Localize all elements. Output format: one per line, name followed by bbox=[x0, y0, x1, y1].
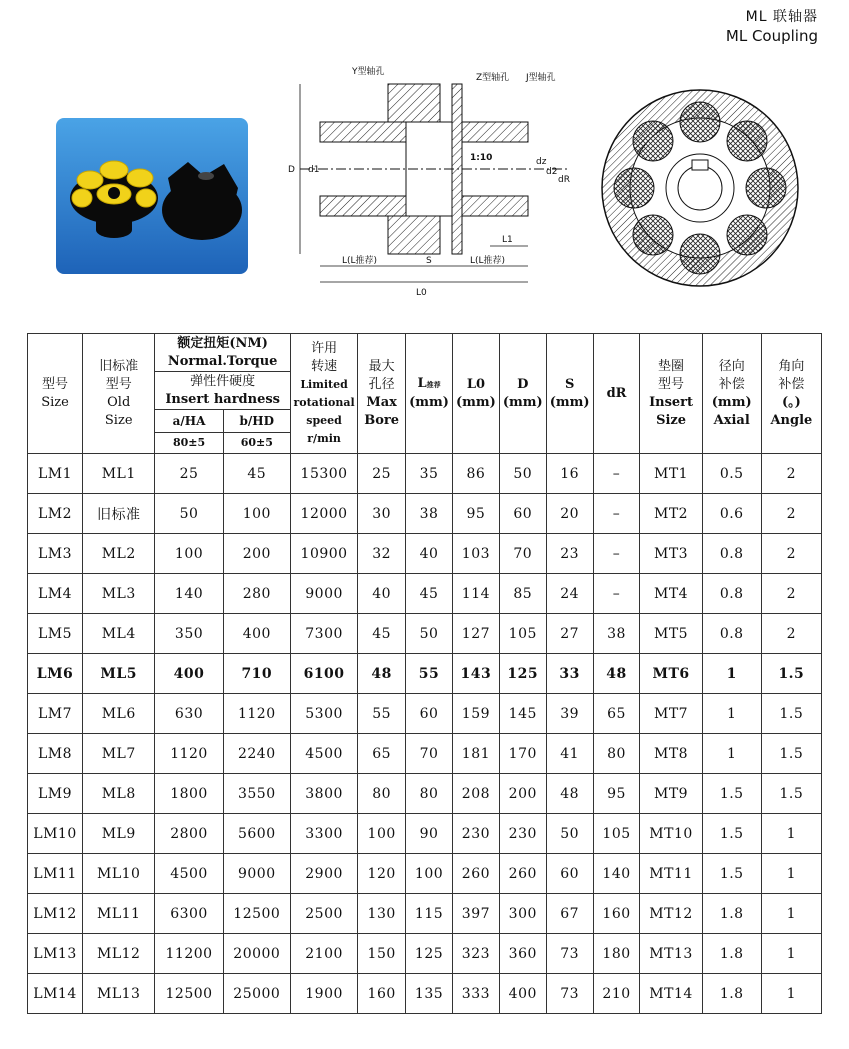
label-dR: dR bbox=[558, 175, 570, 185]
cell-bore: 160 bbox=[358, 974, 406, 1014]
cell-size: LM2 bbox=[28, 494, 83, 534]
cell-insert: MT13 bbox=[640, 934, 702, 974]
cell-hd: 20000 bbox=[223, 934, 290, 974]
label-D: D bbox=[288, 165, 295, 175]
cell-angle: 2 bbox=[761, 534, 821, 574]
cell-hd: 200 bbox=[223, 534, 290, 574]
label-d1: d1 bbox=[308, 165, 320, 175]
cell-size: LM3 bbox=[28, 534, 83, 574]
cell-hd: 45 bbox=[223, 454, 290, 494]
cell-old: ML5 bbox=[83, 654, 155, 694]
cell-d: 200 bbox=[499, 774, 546, 814]
cell-axial: 0.8 bbox=[702, 574, 761, 614]
cell-speed: 3300 bbox=[290, 814, 357, 854]
cell-dr: – bbox=[593, 494, 640, 534]
cell-ha: 140 bbox=[155, 574, 223, 614]
cell-l: 100 bbox=[406, 854, 453, 894]
cell-bore: 55 bbox=[358, 694, 406, 734]
cell-ha: 4500 bbox=[155, 854, 223, 894]
cell-l: 35 bbox=[406, 454, 453, 494]
cell-bore: 150 bbox=[358, 934, 406, 974]
cell-hd: 2240 bbox=[223, 734, 290, 774]
table-row bbox=[28, 734, 822, 774]
label-L-left: L(L推荐) bbox=[342, 256, 378, 266]
cell-d: 70 bbox=[499, 534, 546, 574]
cell-dr: – bbox=[593, 574, 640, 614]
cell-angle: 1 bbox=[761, 854, 821, 894]
cell-axial: 1.5 bbox=[702, 814, 761, 854]
cell-insert: MT2 bbox=[640, 494, 702, 534]
cell-axial: 0.8 bbox=[702, 614, 761, 654]
cell-bore: 32 bbox=[358, 534, 406, 574]
cell-hd: 100 bbox=[223, 494, 290, 534]
cell-s: 24 bbox=[546, 574, 593, 614]
cell-old: ML9 bbox=[83, 814, 155, 854]
title-block bbox=[726, 8, 818, 46]
cell-l0: 86 bbox=[452, 454, 499, 494]
cell-size: LM11 bbox=[28, 854, 83, 894]
table-row bbox=[28, 534, 822, 574]
cell-old: ML13 bbox=[83, 974, 155, 1014]
cell-s: 73 bbox=[546, 974, 593, 1014]
cell-hd: 25000 bbox=[223, 974, 290, 1014]
cell-dr: – bbox=[593, 534, 640, 574]
cell-speed: 1900 bbox=[290, 974, 357, 1014]
cell-axial: 0.6 bbox=[702, 494, 761, 534]
cell-l: 60 bbox=[406, 694, 453, 734]
cell-d: 230 bbox=[499, 814, 546, 854]
header-speed: 许用 转速 Limited rotational speed r/min bbox=[290, 334, 357, 454]
label-y-hole: Y型轴孔 bbox=[352, 67, 385, 77]
cell-insert: MT8 bbox=[640, 734, 702, 774]
cell-dr: 160 bbox=[593, 894, 640, 934]
cell-s: 39 bbox=[546, 694, 593, 734]
cell-l: 45 bbox=[406, 574, 453, 614]
cell-l: 38 bbox=[406, 494, 453, 534]
cell-dr: 210 bbox=[593, 974, 640, 1014]
cell-size: LM13 bbox=[28, 934, 83, 974]
cell-l0: 181 bbox=[452, 734, 499, 774]
cell-speed: 6100 bbox=[290, 654, 357, 694]
cell-axial: 0.8 bbox=[702, 534, 761, 574]
cell-angle: 1.5 bbox=[761, 654, 821, 694]
header-torque: 额定扭矩(NM) Normal.Torque bbox=[155, 334, 291, 372]
cell-old: ML3 bbox=[83, 574, 155, 614]
cell-old: ML8 bbox=[83, 774, 155, 814]
cell-dr: – bbox=[593, 454, 640, 494]
cell-bore: 80 bbox=[358, 774, 406, 814]
cell-dr: 65 bbox=[593, 694, 640, 734]
cell-l0: 323 bbox=[452, 934, 499, 974]
cell-l: 135 bbox=[406, 974, 453, 1014]
cell-hd: 12500 bbox=[223, 894, 290, 934]
cell-axial: 1.5 bbox=[702, 774, 761, 814]
header-hd: b/HD bbox=[223, 410, 290, 433]
cell-angle: 1 bbox=[761, 894, 821, 934]
cell-speed: 12000 bbox=[290, 494, 357, 534]
table-row bbox=[28, 614, 822, 654]
cell-axial: 1.8 bbox=[702, 894, 761, 934]
cell-ha: 50 bbox=[155, 494, 223, 534]
cell-insert: MT9 bbox=[640, 774, 702, 814]
cell-insert: MT6 bbox=[640, 654, 702, 694]
cell-s: 16 bbox=[546, 454, 593, 494]
cell-size: LM9 bbox=[28, 774, 83, 814]
cell-ha: 11200 bbox=[155, 934, 223, 974]
cell-axial: 0.5 bbox=[702, 454, 761, 494]
cell-angle: 2 bbox=[761, 614, 821, 654]
cell-angle: 1 bbox=[761, 814, 821, 854]
cell-dr: 105 bbox=[593, 814, 640, 854]
cell-bore: 120 bbox=[358, 854, 406, 894]
cell-insert: MT5 bbox=[640, 614, 702, 654]
header-s: S (mm) bbox=[546, 334, 593, 454]
cell-bore: 48 bbox=[358, 654, 406, 694]
cell-old: ML11 bbox=[83, 894, 155, 934]
cell-size: LM12 bbox=[28, 894, 83, 934]
cell-dr: 180 bbox=[593, 934, 640, 974]
cell-angle: 2 bbox=[761, 454, 821, 494]
cell-s: 67 bbox=[546, 894, 593, 934]
cell-old: ML7 bbox=[83, 734, 155, 774]
cell-insert: MT11 bbox=[640, 854, 702, 894]
header-insert: 垫圈 型号 Insert Size bbox=[640, 334, 702, 454]
spec-table bbox=[27, 333, 822, 1014]
cell-l: 55 bbox=[406, 654, 453, 694]
cell-ha: 2800 bbox=[155, 814, 223, 854]
cell-d: 145 bbox=[499, 694, 546, 734]
cell-d: 105 bbox=[499, 614, 546, 654]
cell-speed: 2100 bbox=[290, 934, 357, 974]
cell-l0: 114 bbox=[452, 574, 499, 614]
cell-d: 170 bbox=[499, 734, 546, 774]
cell-s: 27 bbox=[546, 614, 593, 654]
cell-dr: 95 bbox=[593, 774, 640, 814]
header-ha-value: 80±5 bbox=[155, 433, 223, 454]
cell-d: 60 bbox=[499, 494, 546, 534]
title-zh: ML 联轴器 bbox=[745, 9, 818, 25]
cell-insert: MT12 bbox=[640, 894, 702, 934]
cell-d: 400 bbox=[499, 974, 546, 1014]
cell-axial: 1.8 bbox=[702, 934, 761, 974]
label-dz: dz bbox=[536, 157, 547, 167]
title-en: ML Coupling bbox=[725, 27, 818, 45]
cell-s: 33 bbox=[546, 654, 593, 694]
cell-hd: 1120 bbox=[223, 694, 290, 734]
cell-insert: MT7 bbox=[640, 694, 702, 734]
cell-dr: 48 bbox=[593, 654, 640, 694]
cell-l0: 397 bbox=[452, 894, 499, 934]
label-taper: 1:10 bbox=[470, 153, 493, 163]
product-photo bbox=[56, 118, 248, 274]
cell-axial: 1.5 bbox=[702, 854, 761, 894]
cell-d: 300 bbox=[499, 894, 546, 934]
cell-angle: 2 bbox=[761, 574, 821, 614]
label-L-right: L(L推荐) bbox=[470, 256, 506, 266]
cell-speed: 2500 bbox=[290, 894, 357, 934]
cell-l0: 230 bbox=[452, 814, 499, 854]
table-row bbox=[28, 654, 822, 694]
cell-l: 115 bbox=[406, 894, 453, 934]
cell-l: 50 bbox=[406, 614, 453, 654]
cell-size: LM7 bbox=[28, 694, 83, 734]
cell-l0: 95 bbox=[452, 494, 499, 534]
cell-angle: 2 bbox=[761, 494, 821, 534]
cell-d: 50 bbox=[499, 454, 546, 494]
cell-l0: 143 bbox=[452, 654, 499, 694]
cell-speed: 5300 bbox=[290, 694, 357, 734]
cell-s: 60 bbox=[546, 854, 593, 894]
cell-s: 23 bbox=[546, 534, 593, 574]
cell-hd: 3550 bbox=[223, 774, 290, 814]
label-z-hole: Z型轴孔 bbox=[476, 73, 510, 83]
cell-ha: 100 bbox=[155, 534, 223, 574]
cell-axial: 1 bbox=[702, 654, 761, 694]
label-j-hole: J型轴孔 bbox=[526, 73, 556, 83]
table-row bbox=[28, 574, 822, 614]
header-dr: dR bbox=[593, 334, 640, 454]
cell-angle: 1.5 bbox=[761, 734, 821, 774]
cell-angle: 1 bbox=[761, 934, 821, 974]
cell-ha: 630 bbox=[155, 694, 223, 734]
cell-hd: 280 bbox=[223, 574, 290, 614]
label-S: S bbox=[426, 256, 432, 266]
cell-old: 旧标准 bbox=[83, 494, 155, 534]
cell-s: 73 bbox=[546, 934, 593, 974]
cell-axial: 1 bbox=[702, 734, 761, 774]
cell-speed: 4500 bbox=[290, 734, 357, 774]
coupling-section-drawing bbox=[280, 66, 580, 298]
cell-insert: MT14 bbox=[640, 974, 702, 1014]
table-row bbox=[28, 814, 822, 854]
cell-speed: 3800 bbox=[290, 774, 357, 814]
cell-old: ML6 bbox=[83, 694, 155, 734]
cell-speed: 7300 bbox=[290, 614, 357, 654]
cell-l: 40 bbox=[406, 534, 453, 574]
cell-ha: 25 bbox=[155, 454, 223, 494]
cell-l: 125 bbox=[406, 934, 453, 974]
cell-speed: 10900 bbox=[290, 534, 357, 574]
header-hardness: 弹性件硬度 Insert hardness bbox=[155, 372, 291, 410]
cell-size: LM5 bbox=[28, 614, 83, 654]
cell-angle: 1 bbox=[761, 974, 821, 1014]
cell-size: LM14 bbox=[28, 974, 83, 1014]
cell-d: 85 bbox=[499, 574, 546, 614]
coupling-end-view bbox=[598, 86, 802, 290]
cell-d: 360 bbox=[499, 934, 546, 974]
cell-ha: 350 bbox=[155, 614, 223, 654]
cell-speed: 9000 bbox=[290, 574, 357, 614]
table-row bbox=[28, 774, 822, 814]
label-L1: L1 bbox=[502, 235, 513, 245]
label-L0: L0 bbox=[416, 288, 427, 298]
label-d2: d2 bbox=[546, 167, 558, 177]
cell-bore: 65 bbox=[358, 734, 406, 774]
cell-s: 41 bbox=[546, 734, 593, 774]
cell-hd: 5600 bbox=[223, 814, 290, 854]
header-hd-value: 60±5 bbox=[223, 433, 290, 454]
header-bore: 最大 孔径 Max Bore bbox=[358, 334, 406, 454]
cell-insert: MT4 bbox=[640, 574, 702, 614]
cell-ha: 12500 bbox=[155, 974, 223, 1014]
table-row bbox=[28, 974, 822, 1014]
cell-old: ML10 bbox=[83, 854, 155, 894]
cell-bore: 100 bbox=[358, 814, 406, 854]
table-row bbox=[28, 934, 822, 974]
cell-insert: MT3 bbox=[640, 534, 702, 574]
cell-old: ML1 bbox=[83, 454, 155, 494]
cell-hd: 710 bbox=[223, 654, 290, 694]
cell-insert: MT10 bbox=[640, 814, 702, 854]
cell-l: 70 bbox=[406, 734, 453, 774]
cell-bore: 45 bbox=[358, 614, 406, 654]
cell-bore: 40 bbox=[358, 574, 406, 614]
spec-table-body bbox=[28, 454, 822, 1014]
cell-hd: 400 bbox=[223, 614, 290, 654]
cell-size: LM1 bbox=[28, 454, 83, 494]
cell-l: 90 bbox=[406, 814, 453, 854]
header-axial: 径向 补偿 (mm) Axial bbox=[702, 334, 761, 454]
header-old-size: 旧标准 型号 Old Size bbox=[83, 334, 155, 454]
header-ha: a/HA bbox=[155, 410, 223, 433]
cell-old: ML12 bbox=[83, 934, 155, 974]
cell-s: 20 bbox=[546, 494, 593, 534]
cell-ha: 1120 bbox=[155, 734, 223, 774]
cell-l0: 159 bbox=[452, 694, 499, 734]
cell-axial: 1 bbox=[702, 694, 761, 734]
table-row bbox=[28, 894, 822, 934]
cell-ha: 1800 bbox=[155, 774, 223, 814]
cell-l0: 208 bbox=[452, 774, 499, 814]
table-row bbox=[28, 494, 822, 534]
header-l: L推荐 (mm) bbox=[406, 334, 453, 454]
cell-bore: 25 bbox=[358, 454, 406, 494]
cell-speed: 2900 bbox=[290, 854, 357, 894]
cell-l0: 333 bbox=[452, 974, 499, 1014]
cell-l0: 127 bbox=[452, 614, 499, 654]
cell-insert: MT1 bbox=[640, 454, 702, 494]
cell-old: ML2 bbox=[83, 534, 155, 574]
cell-s: 50 bbox=[546, 814, 593, 854]
cell-ha: 400 bbox=[155, 654, 223, 694]
cell-l0: 103 bbox=[452, 534, 499, 574]
cell-ha: 6300 bbox=[155, 894, 223, 934]
cell-d: 125 bbox=[499, 654, 546, 694]
cell-s: 48 bbox=[546, 774, 593, 814]
cell-l0: 260 bbox=[452, 854, 499, 894]
header-l0: L0 (mm) bbox=[452, 334, 499, 454]
table-row bbox=[28, 694, 822, 734]
header-angle: 角向 补偿 (。) Angle bbox=[761, 334, 821, 454]
cell-angle: 1.5 bbox=[761, 694, 821, 734]
cell-dr: 38 bbox=[593, 614, 640, 654]
cell-angle: 1.5 bbox=[761, 774, 821, 814]
cell-size: LM4 bbox=[28, 574, 83, 614]
cell-bore: 130 bbox=[358, 894, 406, 934]
cell-size: LM10 bbox=[28, 814, 83, 854]
cell-bore: 30 bbox=[358, 494, 406, 534]
header-d: D (mm) bbox=[499, 334, 546, 454]
header-size: 型号 Size bbox=[28, 334, 83, 454]
table-row bbox=[28, 454, 822, 494]
cell-old: ML4 bbox=[83, 614, 155, 654]
cell-hd: 9000 bbox=[223, 854, 290, 894]
cell-dr: 140 bbox=[593, 854, 640, 894]
cell-l: 80 bbox=[406, 774, 453, 814]
cell-size: LM6 bbox=[28, 654, 83, 694]
cell-axial: 1.8 bbox=[702, 974, 761, 1014]
cell-speed: 15300 bbox=[290, 454, 357, 494]
cell-d: 260 bbox=[499, 854, 546, 894]
cell-dr: 80 bbox=[593, 734, 640, 774]
cell-size: LM8 bbox=[28, 734, 83, 774]
table-row bbox=[28, 854, 822, 894]
